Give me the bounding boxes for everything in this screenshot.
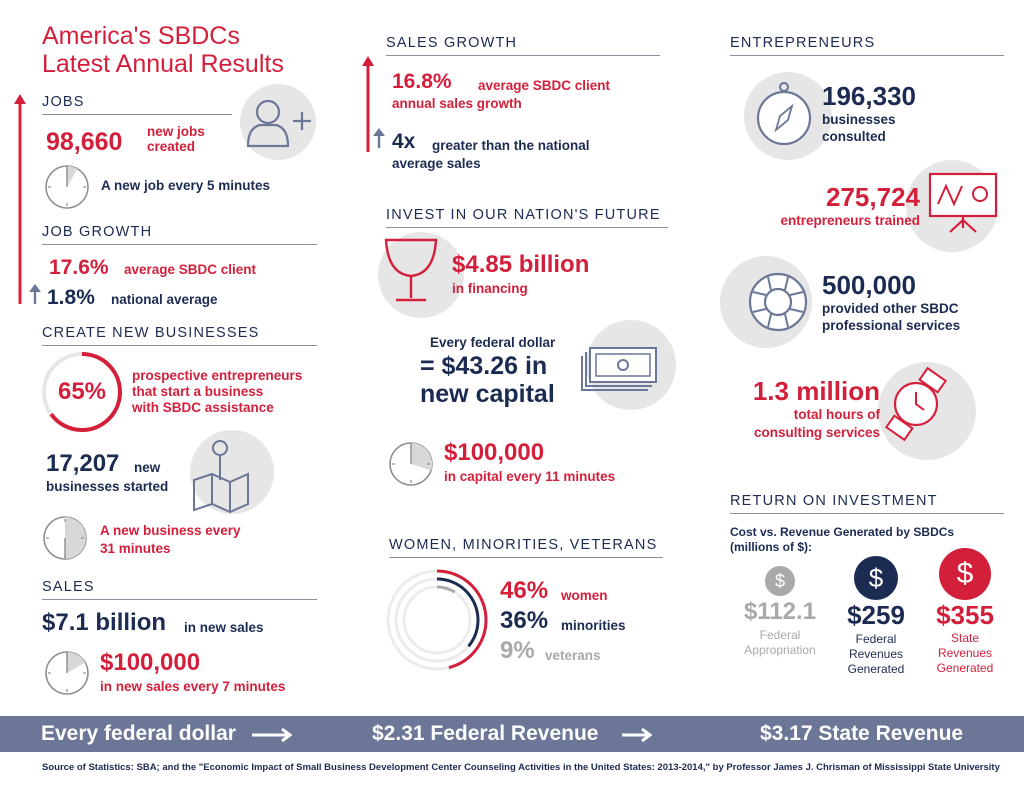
invest-heading: INVEST IN OUR NATION'S FUTURE (386, 207, 668, 228)
sales-clock-label: in new sales every 7 minutes (100, 679, 286, 694)
dollar-coin-icon: $ (765, 566, 795, 596)
nb-clock-line1: A new business every (100, 523, 241, 538)
banner-part3: $3.17 State Revenue (760, 722, 964, 745)
roi-item-appropriation (732, 566, 828, 658)
veterans-value: 9% (500, 637, 535, 664)
small-up-arrow-icon (373, 128, 385, 148)
money-stack-icon (580, 346, 658, 402)
source-footer: Source of Statistics: SBA; and the "Economic Impact of Small Business Development Center Counseling Activities in the United States: 2013-2014," by Professor James J. Chrisman of Mississippi State University (42, 762, 1000, 773)
new-businesses-started-value: 17,207 (46, 450, 120, 477)
clock-icon (42, 515, 88, 561)
mult-line1: greater than the national (432, 138, 590, 153)
sg-label-line2: annual sales growth (392, 96, 522, 111)
women-value: 46% (500, 577, 549, 604)
roi-value: $112.1 (743, 598, 817, 625)
dollar-coin-icon: $ (939, 548, 991, 600)
consulted-value: 196,330 (822, 81, 916, 111)
page-title (42, 22, 284, 78)
title-line2: Latest Annual Results (42, 50, 284, 78)
sales-growth-heading: SALES GROWTH (386, 35, 660, 56)
roi-item-state (917, 548, 1013, 676)
sales-clock-value: $100,000 (100, 649, 201, 676)
user-add-icon (240, 84, 316, 160)
pct-label-line3: with SBDC assistance (132, 400, 274, 415)
lifebuoy-icon (744, 268, 812, 336)
new-businesses-pct-label (132, 368, 302, 416)
services-line2: professional services (822, 318, 961, 333)
sales-label: in new sales (184, 620, 264, 635)
hours-line2: consulting services (753, 425, 880, 440)
arrow-right-icon (252, 728, 296, 742)
jobs-label-line1: new jobs (147, 124, 205, 139)
sales-growth-mult-label (392, 137, 590, 173)
roi-value: $355 (936, 600, 994, 630)
compass-icon (744, 72, 832, 160)
roi-label-line2: Appropriation (744, 643, 816, 657)
roi-label-line2: Revenues (848, 647, 904, 661)
sales-growth-value: 16.8% (392, 70, 452, 93)
trained-label: entrepreneurs trained (780, 213, 920, 228)
services-line1: provided other SBDC (822, 301, 959, 316)
entrepreneurs-heading: ENTREPRENEURS (730, 35, 1004, 56)
job-growth-sbdc-value: 17.6% (49, 256, 109, 279)
jobs-label (147, 124, 205, 154)
map-pin-icon (190, 436, 274, 516)
roi-value: $259 (847, 600, 905, 630)
job-growth-sbdc-label: average SBDC client (124, 262, 257, 277)
arrow-right-icon (622, 728, 656, 742)
sg-label-line1: average SBDC client (478, 78, 611, 93)
new-business-clock-text (100, 522, 241, 558)
minorities-label: minorities (561, 618, 626, 633)
services-label (822, 300, 960, 334)
veterans-label: veterans (545, 648, 601, 663)
clock-icon (44, 650, 90, 696)
job-growth-heading: JOB GROWTH (42, 224, 317, 245)
jobs-clock-text: A new job every 5 minutes (101, 178, 271, 193)
clock-icon (44, 164, 90, 210)
dollar-line2: = $43.26 in (420, 352, 548, 380)
pct-label-line1: prospective entrepreneurs (132, 368, 303, 383)
financing-value: $4.85 billion (452, 251, 590, 278)
consulted-line2: consulted (822, 129, 886, 144)
invest-clock-value: $100,000 (444, 439, 545, 466)
sales-growth-label (392, 77, 610, 113)
bottom-banner (0, 716, 1024, 752)
consulted-line1: businesses (822, 112, 896, 127)
job-growth-nat-label: national average (111, 292, 218, 307)
growth-arrow-icon (13, 94, 27, 306)
new-businesses-heading: CREATE NEW BUSINESSES (42, 325, 317, 346)
roi-label-line1: Federal (759, 628, 801, 642)
banner-part2: $2.31 Federal Revenue (372, 722, 599, 745)
women-label: women (561, 588, 608, 603)
started-label2: businesses started (46, 479, 169, 494)
dollar-coin-icon: $ (854, 556, 898, 600)
dollar-line1: Every federal dollar (430, 335, 556, 350)
roi-label-line3: Generated (936, 661, 994, 675)
started-label1: new (134, 460, 161, 475)
roi-item-federal (828, 556, 924, 677)
hours-value: 1.3 million (752, 376, 880, 406)
roi-subtitle-line2: (millions of $): (730, 540, 812, 554)
roi-label-line2: Revenues (937, 646, 993, 660)
minorities-value: 36% (500, 607, 549, 634)
clock-icon (388, 441, 434, 487)
sales-growth-mult-value: 4x (392, 130, 416, 153)
hours-line1: total hours of (793, 407, 880, 422)
sales-heading: SALES (42, 579, 317, 600)
invest-clock-label: in capital every 11 minutes (444, 469, 616, 484)
watch-icon (878, 364, 958, 444)
banner-part1: Every federal dollar (41, 722, 236, 745)
nb-clock-line2: 31 minutes (100, 541, 171, 556)
pct-label-line2: that start a business (132, 384, 264, 399)
mult-line2: average sales (392, 156, 481, 171)
trained-value: 275,724 (826, 182, 920, 212)
roi-subtitle-line1: Cost vs. Revenue Generated by SBDCs (730, 525, 955, 539)
wmv-ring-chart (384, 567, 490, 673)
new-businesses-pct: 65% (57, 378, 107, 405)
jobs-label-line2: created (147, 139, 196, 154)
services-value: 500,000 (822, 270, 916, 300)
wmv-heading: WOMEN, MINORITIES, VETERANS (389, 537, 663, 558)
small-up-arrow-icon (29, 284, 41, 304)
jobs-heading: JOBS (42, 94, 232, 115)
title-line1: America's SBDCs (42, 22, 240, 50)
sales-value: $7.1 billion (42, 609, 167, 636)
jobs-value: 98,660 (46, 128, 123, 156)
presentation-board-icon (928, 170, 1004, 236)
hours-label (730, 406, 880, 442)
dollar-line3: new capital (420, 380, 555, 408)
consulted-label (822, 111, 896, 145)
roi-label-line3: Generated (847, 662, 905, 676)
roi-heading: RETURN ON INVESTMENT (730, 493, 1004, 514)
roi-label-line1: Federal (855, 632, 897, 646)
roi-label-line1: State (950, 631, 980, 645)
financing-label: in financing (452, 281, 528, 296)
job-growth-nat-value: 1.8% (47, 286, 95, 309)
